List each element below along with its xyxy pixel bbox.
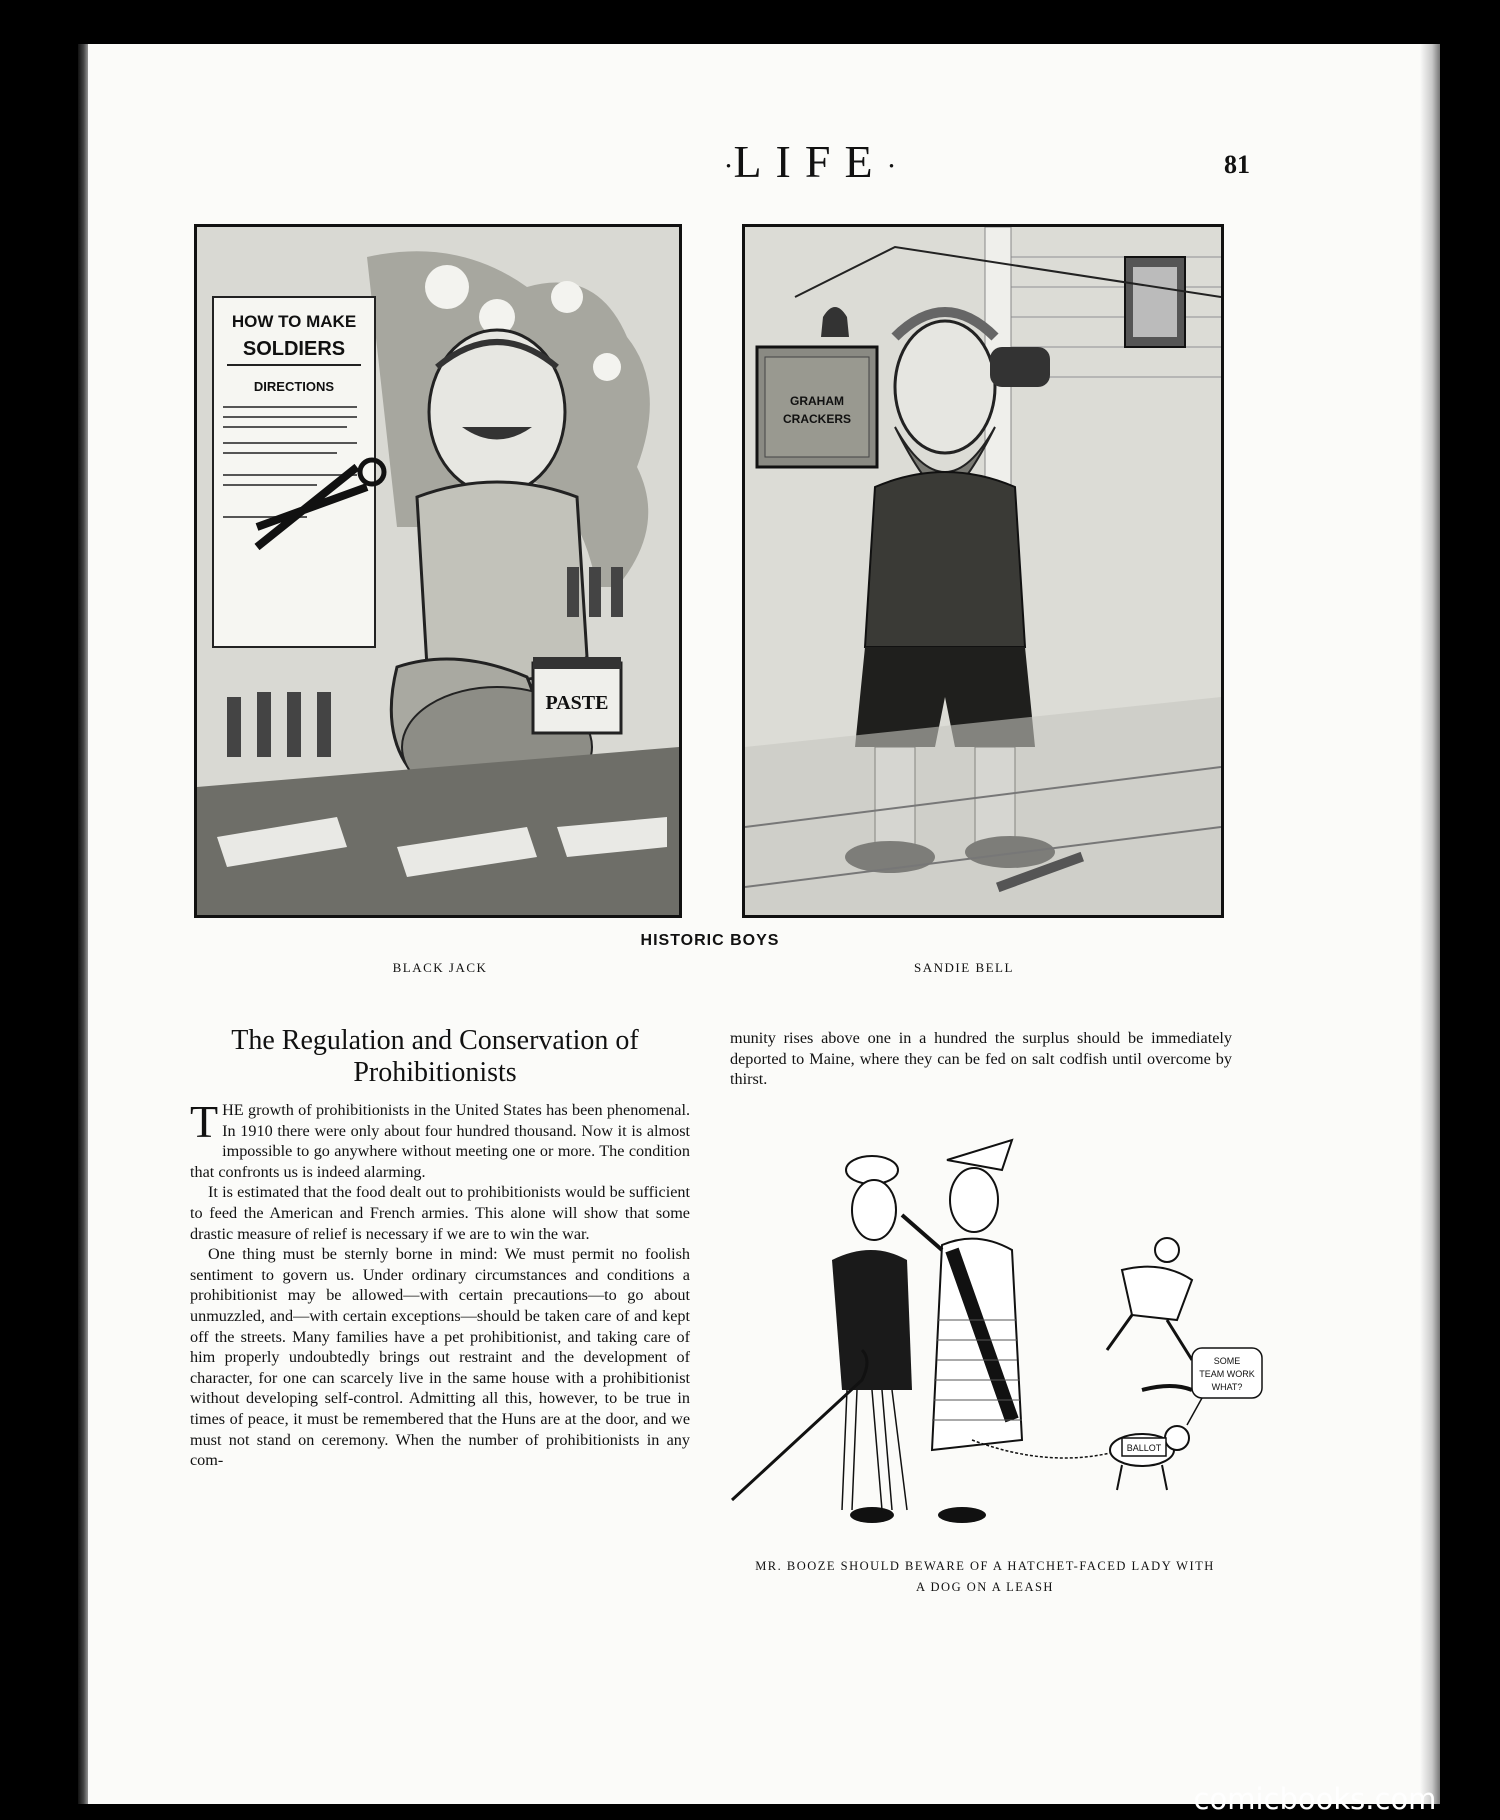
paragraph-4: munity rises above one in a hundred the surplus should be immediately deported to Maine, where they can be fed on salt codfish until overcome by thirst. xyxy=(730,1029,1232,1089)
crackers-label-2: CRACKERS xyxy=(782,412,852,426)
watermark: comicbooks.com xyxy=(1193,1782,1437,1816)
figure-title: HISTORIC BOYS xyxy=(640,932,780,949)
article-column-left xyxy=(190,1096,690,1471)
paragraph-2: It is estimated that the food dealt out to prohibitionists would be sufficient to feed the American and French armies. This alone will show that some drastic measure of relief is necessary if we are to win the war. xyxy=(190,1183,690,1243)
article-column-right xyxy=(730,1028,1232,1090)
cartoon-caption xyxy=(730,1556,1240,1598)
paragraph-3: One thing must be sternly borne in mind: We must permit no foolish sentiment to govern us. Under ordinary circumstances and conditions a prohibitionist may be allowed—with certain precautions—to go about unmuzzled, and—with certain exceptions—should be taken care of and kept off the streets. Many families have a pet prohibitionist, and taking care of him properly undoubtedly brings out restraint and the development of character, for one can scarcely live in the same house with a prohibitionist without developing self-control. Admitting all this, however, to be true in times of peace, it must be remembered that the Huns are at the door, and we must not stand on ceremony. When the number of prohibitionists in any com- xyxy=(190,1245,690,1470)
paste-jar-label: PASTE xyxy=(545,692,609,714)
caption-sandie-bell: SANDIE BELL xyxy=(914,960,1014,975)
caption-black-jack: BLACK JACK xyxy=(392,960,488,975)
speech-line-2: TEAM WORK xyxy=(1199,1369,1255,1379)
illustration-black-jack xyxy=(194,224,682,918)
dog-label: BALLOT xyxy=(1126,1443,1162,1453)
page-number: 81 xyxy=(1224,150,1250,179)
poster-heading-2: SOLDIERS xyxy=(242,338,346,360)
illustration-sandie-bell xyxy=(742,224,1224,918)
speech-line-3: WHAT? xyxy=(1211,1382,1243,1392)
paragraph-1-text: HE growth of prohibitionists in the United States has been phenomenal. In 1910 there were only about four hundred thousand. Now it is almost impossible to go anywhere without meeting one or more. The condition that confronts us is indeed alarming. xyxy=(190,1101,690,1181)
cartoon-caption-line-1: MR. BOOZE SHOULD BEWARE OF A HATCHET-FACED LADY WITH xyxy=(755,1559,1215,1573)
poster-heading-1: HOW TO MAKE xyxy=(231,312,357,331)
paragraph-1 xyxy=(190,1096,690,1182)
speech-line-1: SOME xyxy=(1213,1356,1241,1366)
page-edge xyxy=(1420,44,1440,1804)
masthead: ·LIFE· xyxy=(723,136,897,187)
poster-subheading: DIRECTIONS xyxy=(253,379,335,394)
cartoon-booze xyxy=(722,1120,1272,1540)
drop-cap: T xyxy=(190,1096,219,1147)
cartoon-caption-line-2: A DOG ON A LEASH xyxy=(916,1580,1054,1594)
crackers-label-1: GRAHAM xyxy=(790,394,844,408)
article-title: The Regulation and Conservation of Prohibitionists xyxy=(231,1025,639,1088)
masthead-title: LIFE xyxy=(733,136,887,187)
